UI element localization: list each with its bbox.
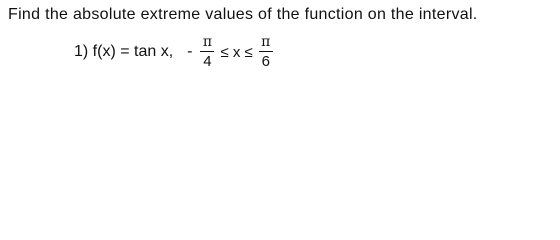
lower-bound-fraction	[200, 35, 214, 69]
upper-bound-numerator: π	[261, 34, 271, 50]
lower-bound-sign: -	[187, 43, 193, 60]
problem-function: 1) f(x) = tan x,	[74, 43, 174, 60]
instruction-text: Find the absolute extreme values of the function on the interval.	[8, 6, 478, 23]
lower-bound-denominator: 4	[203, 53, 212, 70]
inequality-text: ≤ x ≤	[220, 43, 253, 61]
lower-bound-numerator: π	[202, 34, 213, 50]
upper-bound-fraction	[259, 35, 273, 69]
upper-bound-denominator: 6	[261, 53, 270, 70]
problem-1	[74, 30, 275, 74]
